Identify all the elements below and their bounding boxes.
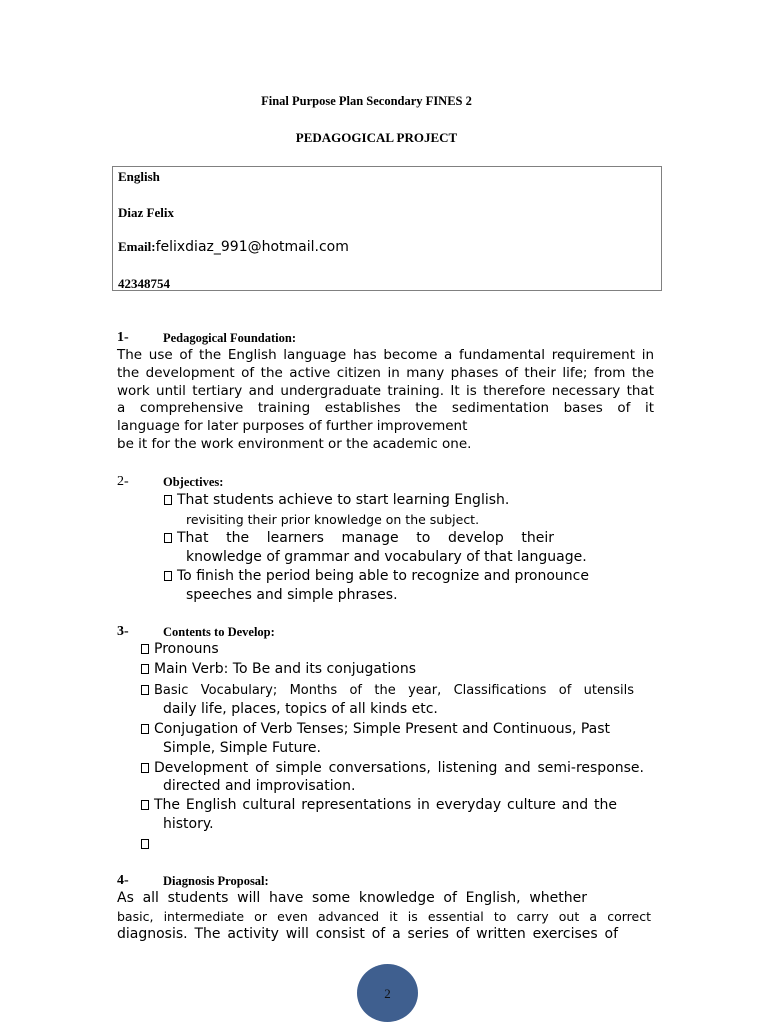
- bullet-box-icon: [141, 644, 149, 654]
- content-item-continuation: directed and improvisation.: [163, 778, 356, 794]
- content-item: Pronouns: [141, 641, 219, 657]
- content-item: Development of simple conversations, listening and semi-response.: [141, 760, 644, 776]
- section-2-title: Objectives:: [163, 475, 224, 489]
- section-4-title: Diagnosis Proposal:: [163, 874, 269, 888]
- page-number-badge: [357, 964, 418, 1022]
- section-1-number: 1-: [117, 330, 129, 345]
- section-2-number: 2-: [117, 474, 129, 489]
- paragraph-line: language for later purposes of further improvement: [117, 418, 468, 435]
- bullet-box-icon: [141, 763, 149, 773]
- paragraph-line: be it for the work environment or the academic one.: [117, 435, 472, 452]
- content-item-continuation: daily life, places, topics of all kinds etc.: [163, 701, 438, 717]
- section-1-paragraph: [117, 347, 654, 454]
- objective-item: To finish the period being able to recognize and pronounce: [164, 568, 589, 584]
- bullet-box-icon: [141, 839, 149, 849]
- email-value: felixdiaz_991@hotmail.com: [155, 239, 349, 255]
- content-item: Conjugation of Verb Tenses; Simple Present and Continuous, Past: [141, 721, 610, 737]
- content-item-empty: [141, 836, 154, 852]
- objective-item: That students achieve to start learning English.: [164, 492, 509, 508]
- paragraph-line: The use of the English language has become a fundamental requirement in: [117, 347, 654, 363]
- paragraph-line: the development of the active citizen in many phases of their life; from the: [117, 364, 654, 381]
- section-1-title: Pedagogical Foundation:: [163, 331, 296, 345]
- paragraph-line: work until tertiary and undergraduate training. It is therefore necessary that: [117, 382, 654, 399]
- email-label: Email:: [118, 239, 156, 254]
- section-4-line: diagnosis. The activity will consist of a series of written exercises of: [117, 926, 618, 942]
- section-4-line: As all students will have some knowledge of English, whether: [117, 890, 587, 906]
- section-3-number: 3-: [117, 624, 129, 639]
- document-title: Final Purpose Plan Secondary FINES 2: [261, 94, 472, 108]
- bullet-box-icon: [164, 495, 172, 505]
- objective-item-continuation: knowledge of grammar and vocabulary of that language.: [186, 549, 587, 565]
- paragraph-line: a comprehensive training establishes the sedimentation bases of it: [117, 400, 654, 417]
- id-number: 42348754: [118, 276, 170, 291]
- page-number: 2: [384, 986, 391, 1001]
- content-item: The English cultural representations in everyday culture and the: [141, 797, 617, 813]
- section-4-line: basic, intermediate or even advanced it is essential to carry out a correct: [117, 909, 651, 924]
- author-name: Diaz Felix: [118, 205, 174, 220]
- content-item: Basic Vocabulary; Months of the year, Classifications of utensils: [141, 683, 634, 698]
- objective-item: That the learners manage to develop their: [164, 530, 554, 546]
- section-3-title: Contents to Develop:: [163, 625, 275, 639]
- content-item-continuation: Simple, Simple Future.: [163, 740, 321, 756]
- bullet-box-icon: [141, 685, 149, 695]
- email-line: [118, 239, 349, 255]
- subject-label: English: [118, 169, 160, 184]
- bullet-box-icon: [141, 800, 149, 810]
- content-item-continuation: history.: [163, 816, 214, 832]
- objective-item-continuation: speeches and simple phrases.: [186, 587, 398, 603]
- bullet-box-icon: [164, 533, 172, 543]
- info-box: [112, 166, 662, 291]
- bullet-box-icon: [141, 724, 149, 734]
- section-4-number: 4-: [117, 873, 129, 888]
- content-item: Main Verb: To Be and its conjugations: [141, 661, 416, 677]
- objective-item-continuation: revisiting their prior knowledge on the subject.: [186, 512, 480, 527]
- document-subtitle: PEDAGOGICAL PROJECT: [295, 130, 458, 145]
- bullet-box-icon: [164, 571, 172, 581]
- bullet-box-icon: [141, 664, 149, 674]
